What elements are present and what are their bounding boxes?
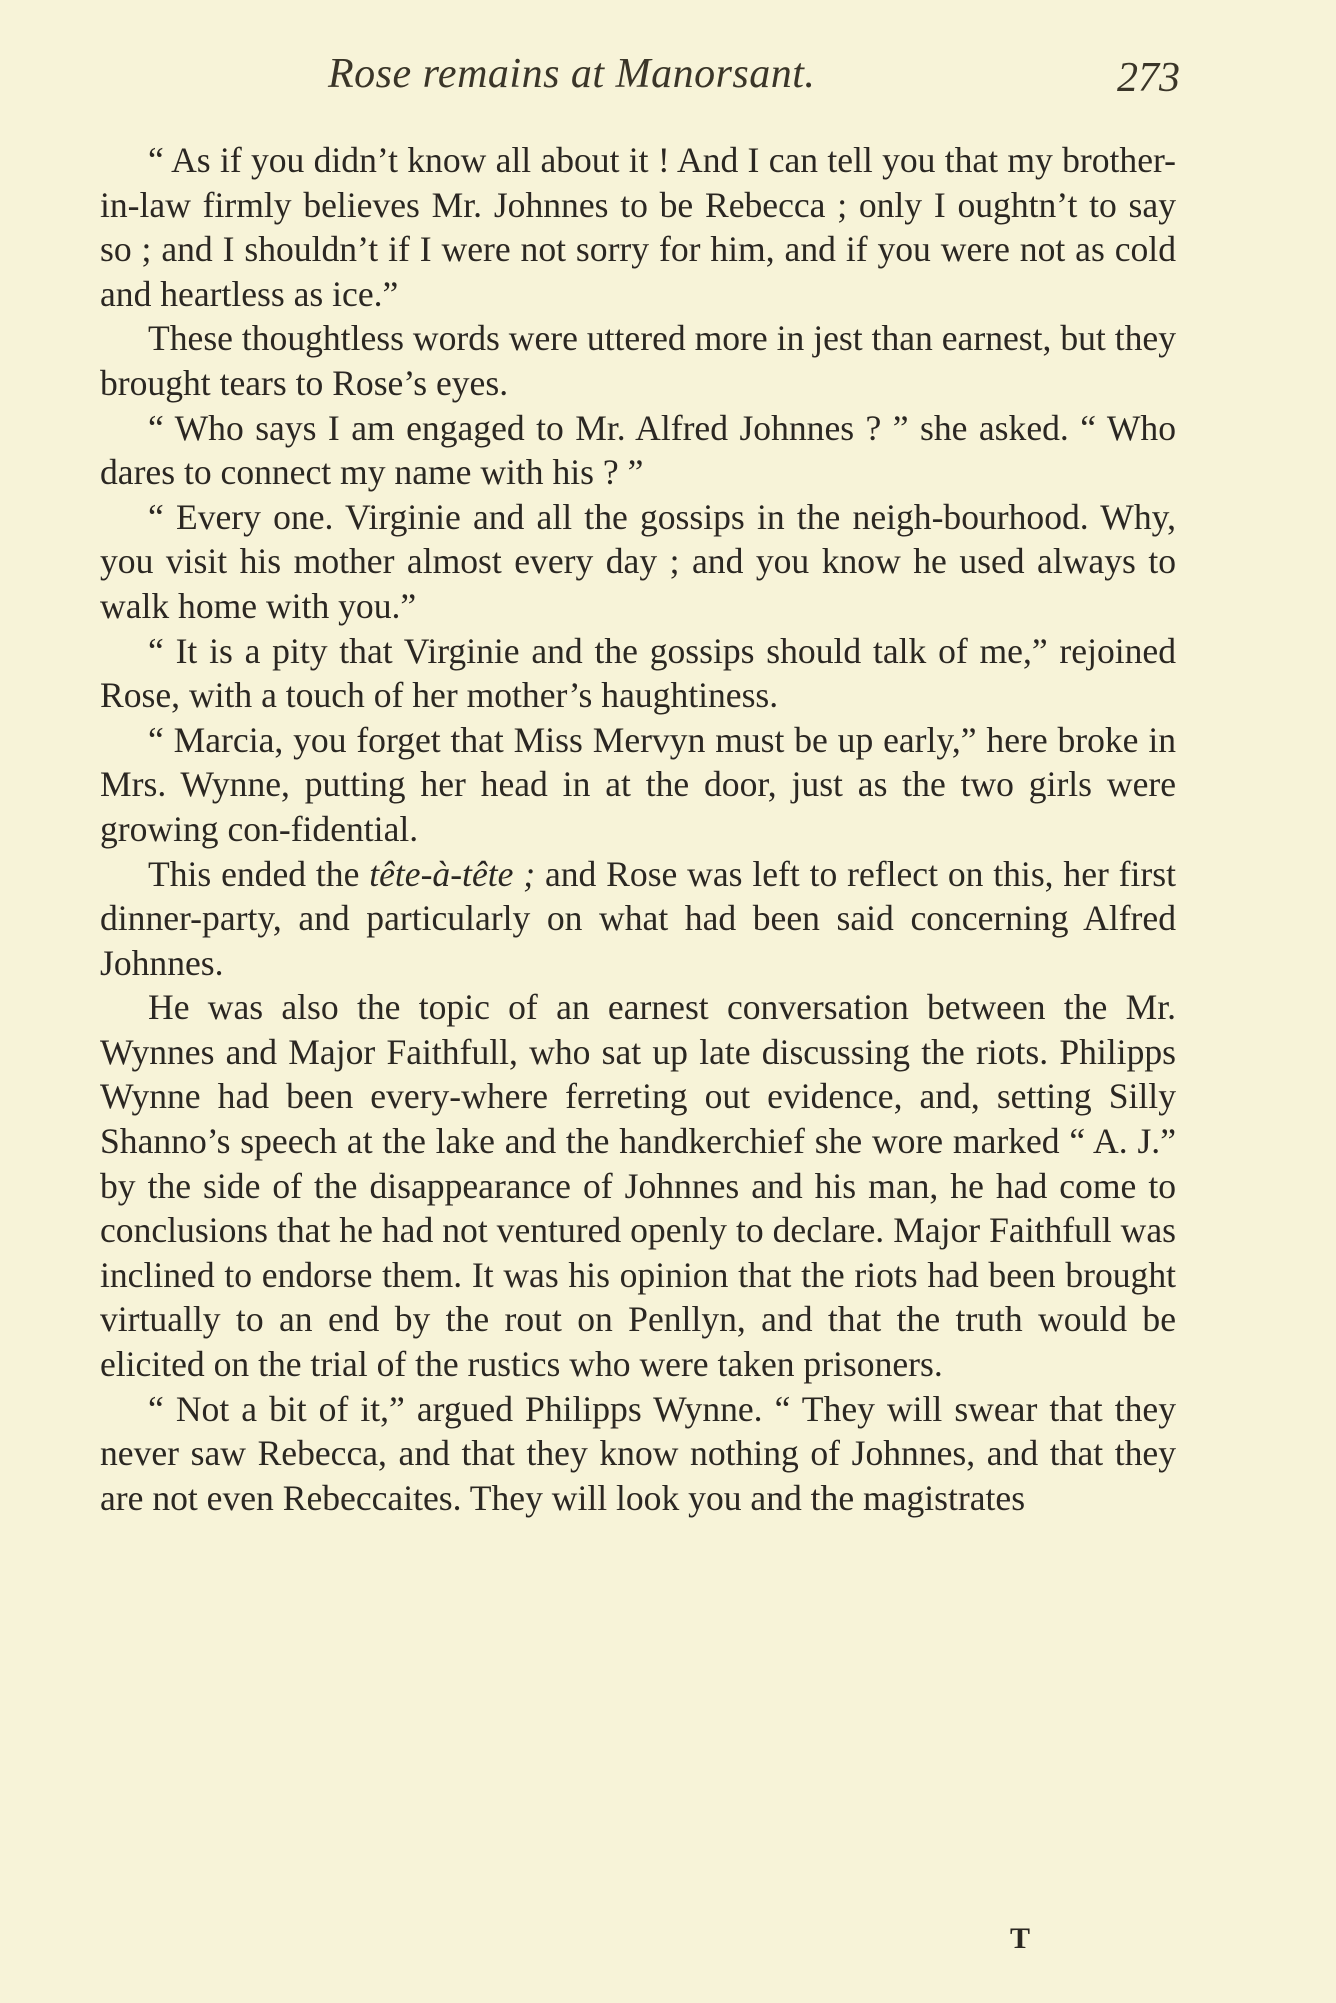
paragraph: “ Not a bit of it,” argued Philipps Wynne. “ They will swear that they never saw Rebecca, and that they know nothing of Johnnes, and that they are not even Rebeccaites. They will look you and the magistrates xyxy=(100,1388,1176,1518)
italic-phrase: tête-à-tête ; xyxy=(369,853,536,894)
signature-mark: T xyxy=(1010,1922,1031,1955)
paragraph: “ Every one. Virginie and all the gossips in the neigh-bourhood. Why, you visit his mother almost every day ; and you know he used always to walk home with you.” xyxy=(100,496,1176,626)
paragraph xyxy=(100,852,1176,986)
paragraph: He was also the topic of an earnest conversation between the Mr. Wynnes and Major Faithfull, who sat up late discussing the riots. Philipps Wynne had been every-where ferreting out evidence, and, setting Silly Shanno’s speech at the lake and the handkerchief she wore marked “ A. J.” by the side of the disappearance of Johnnes and his man, he had come to conclusions that he had not ventured openly to declare. Major Faithfull was inclined to endorse them. It was his opinion that the riots had been brought virtually to an end by the rout on Penllyn, and that the truth would be elicited on the trial of the rustics who were taken prisoners. xyxy=(100,987,1176,1385)
paragraph: “ Marcia, you forget that Miss Mervyn must be up early,” here broke in Mrs. Wynne, putting her head in at the door, just as the two girls were growing con-fidential. xyxy=(100,719,1176,849)
page-header xyxy=(100,50,1180,110)
paragraph: “ It is a pity that Virginie and the gossips should talk of me,” rejoined Rose, with a touch of her mother’s haughtiness. xyxy=(100,630,1176,716)
paragraph: “ As if you didn’t know all about it ! And I can tell you that my brother-in-law firmly believes Mr. Johnnes to be Rebecca ; only I oughtn’t to say so ; and I shouldn’t if I were not sorry for him, and if you were not as cold and heartless as ice.” xyxy=(100,140,1176,314)
paragraph-text: This ended the xyxy=(148,853,370,894)
body-text xyxy=(100,138,1176,1520)
page-number: 273 xyxy=(1117,55,1180,101)
running-title: Rose remains at Manorsant. xyxy=(328,51,816,97)
paragraph-text: and Rose was left to reflect on this, her first dinner-party, and particularly on what had been said concerning Alfred Johnnes. xyxy=(100,853,1176,983)
paragraph: These thoughtless words were uttered more in jest than earnest, but they brought tears to Rose’s eyes. xyxy=(100,318,1176,403)
paragraph: “ Who says I am engaged to Mr. Alfred Johnnes ? ” she asked. “ Who dares to connect my name with his ? ” xyxy=(100,407,1176,493)
